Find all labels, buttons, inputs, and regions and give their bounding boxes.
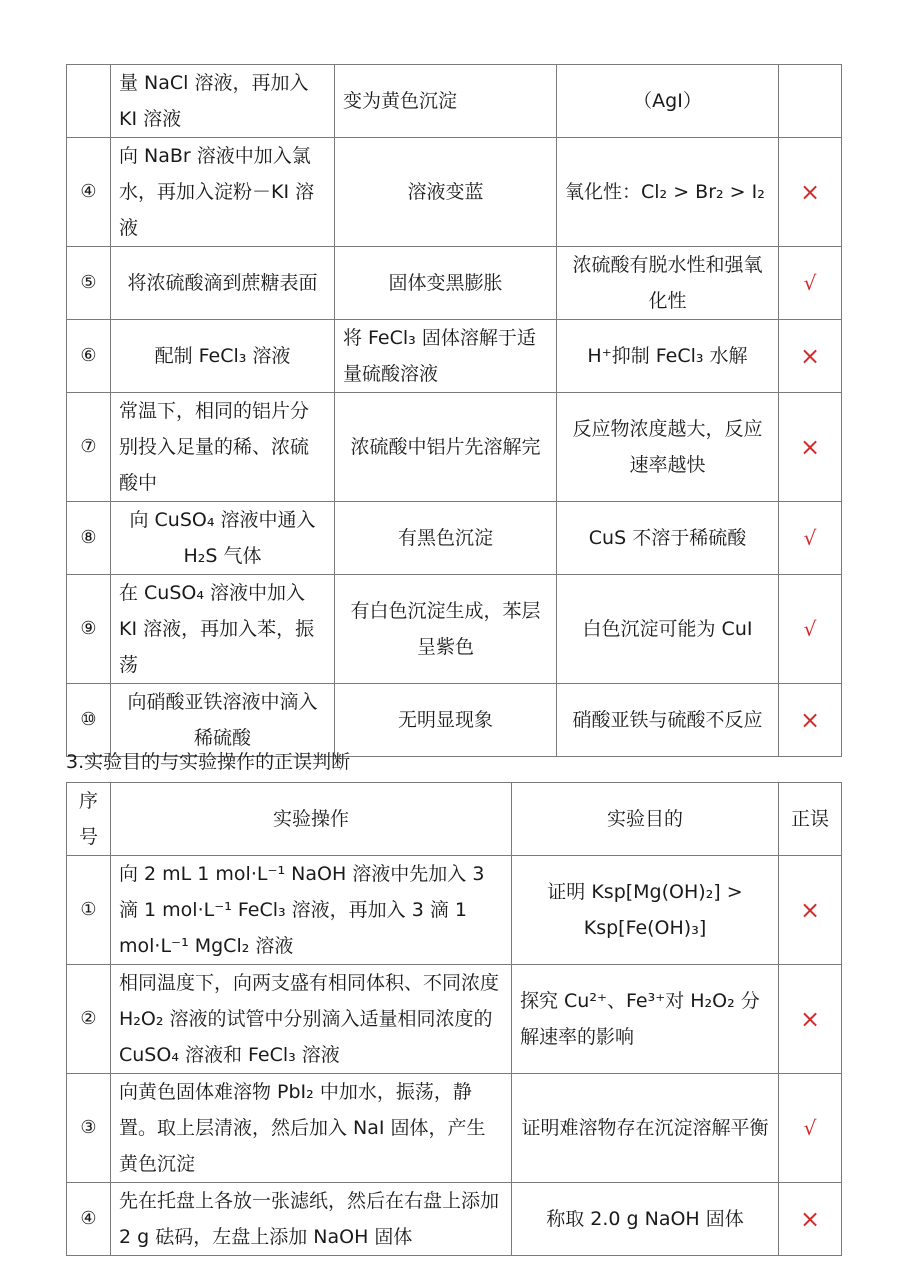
table-row: [67, 1074, 842, 1183]
row-number: [67, 65, 111, 138]
wrong-mark-icon: ×: [779, 856, 842, 965]
phenomenon-cell: 溶液变蓝: [335, 138, 557, 247]
wrong-mark-icon: ×: [779, 138, 842, 247]
row-number: ③: [67, 1074, 111, 1183]
conclusion-cell: （AgI）: [557, 65, 779, 138]
operation-cell: 向硝酸亚铁溶液中滴入稀硫酸: [111, 684, 335, 757]
phenomenon-cell: 有白色沉淀生成，苯层呈紫色: [335, 575, 557, 684]
operation-cell: 配制 FeCl₃ 溶液: [111, 320, 335, 393]
conclusion-cell: H⁺抑制 FeCl₃ 水解: [557, 320, 779, 393]
judgement-table-2: [66, 64, 842, 757]
row-number: ⑥: [67, 320, 111, 393]
header-purpose: 实验目的: [512, 783, 779, 856]
phenomenon-cell: 有黑色沉淀: [335, 502, 557, 575]
wrong-mark-icon: ×: [779, 1183, 842, 1256]
table-row: [67, 856, 842, 965]
table-row: [67, 247, 842, 320]
row-number: ⑧: [67, 502, 111, 575]
phenomenon-cell: 浓硫酸中铝片先溶解完: [335, 393, 557, 502]
table-row: [67, 320, 842, 393]
operation-cell: 向 2 mL 1 mol·L⁻¹ NaOH 溶液中先加入 3 滴 1 mol·L⁻¹ FeCl₃ 溶液，再加入 3 滴 1 mol·L⁻¹ MgCl₂ 溶液: [111, 856, 512, 965]
header-mark: 正误: [779, 783, 842, 856]
operation-cell: 向 NaBr 溶液中加入氯水，再加入淀粉－KI 溶液: [111, 138, 335, 247]
row-number: ②: [67, 965, 111, 1074]
phenomenon-cell: 无明显现象: [335, 684, 557, 757]
conclusion-cell: 反应物浓度越大，反应速率越快: [557, 393, 779, 502]
table-row: [67, 138, 842, 247]
operation-cell: 常温下，相同的铝片分别投入足量的稀、浓硫酸中: [111, 393, 335, 502]
row-number: ⑤: [67, 247, 111, 320]
correct-mark-icon: [779, 65, 842, 138]
table-row: [67, 575, 842, 684]
judgement-table-3: [66, 782, 842, 1256]
correct-mark-icon: √: [779, 502, 842, 575]
wrong-mark-icon: ×: [779, 320, 842, 393]
operation-cell: 相同温度下，向两支盛有相同体积、不同浓度 H₂O₂ 溶液的试管中分别滴入适量相同浓度的 CuSO₄ 溶液和 FeCl₃ 溶液: [111, 965, 512, 1074]
table-row: [67, 502, 842, 575]
purpose-cell: 证明难溶物存在沉淀溶解平衡: [512, 1074, 779, 1183]
header-num: 序号: [67, 783, 111, 856]
conclusion-cell: CuS 不溶于稀硫酸: [557, 502, 779, 575]
phenomenon-cell: 将 FeCl₃ 固体溶解于适量硫酸溶液: [335, 320, 557, 393]
row-number: ④: [67, 1183, 111, 1256]
operation-cell: 量 NaCl 溶液，再加入 KI 溶液: [111, 65, 335, 138]
operation-cell: 先在托盘上各放一张滤纸，然后在右盘上添加 2 g 砝码，左盘上添加 NaOH 固体: [111, 1183, 512, 1256]
wrong-mark-icon: ×: [779, 684, 842, 757]
row-number: ⑦: [67, 393, 111, 502]
purpose-cell: 探究 Cu²⁺、Fe³⁺对 H₂O₂ 分解速率的影响: [512, 965, 779, 1074]
correct-mark-icon: √: [779, 575, 842, 684]
row-number: ①: [67, 856, 111, 965]
header-operation: 实验操作: [111, 783, 512, 856]
purpose-cell: 称取 2.0 g NaOH 固体: [512, 1183, 779, 1256]
row-number: ⑩: [67, 684, 111, 757]
operation-cell: 在 CuSO₄ 溶液中加入 KI 溶液，再加入苯，振荡: [111, 575, 335, 684]
wrong-mark-icon: ×: [779, 965, 842, 1074]
wrong-mark-icon: ×: [779, 393, 842, 502]
phenomenon-cell: 变为黄色沉淀: [335, 65, 557, 138]
operation-cell: 向 CuSO₄ 溶液中通入 H₂S 气体: [111, 502, 335, 575]
purpose-cell: 证明 Ksp[Mg(OH)₂] > Ksp[Fe(OH)₃]: [512, 856, 779, 965]
row-number: ⑨: [67, 575, 111, 684]
table-row: [67, 1183, 842, 1256]
table-row: [67, 965, 842, 1074]
conclusion-cell: 硝酸亚铁与硫酸不反应: [557, 684, 779, 757]
table-header-row: [67, 783, 842, 856]
correct-mark-icon: √: [779, 247, 842, 320]
table-row: [67, 393, 842, 502]
operation-cell: 将浓硫酸滴到蔗糖表面: [111, 247, 335, 320]
operation-cell: 向黄色固体难溶物 PbI₂ 中加水，振荡，静置。取上层清液，然后加入 NaI 固体，产生黄色沉淀: [111, 1074, 512, 1183]
phenomenon-cell: 固体变黑膨胀: [335, 247, 557, 320]
correct-mark-icon: √: [779, 1074, 842, 1183]
conclusion-cell: 浓硫酸有脱水性和强氧化性: [557, 247, 779, 320]
table-row: [67, 65, 842, 138]
conclusion-cell: 白色沉淀可能为 CuI: [557, 575, 779, 684]
section-title: 3.实验目的与实验操作的正误判断: [66, 751, 351, 773]
row-number: ④: [67, 138, 111, 247]
conclusion-cell: 氧化性：Cl₂ > Br₂ > I₂: [557, 138, 779, 247]
